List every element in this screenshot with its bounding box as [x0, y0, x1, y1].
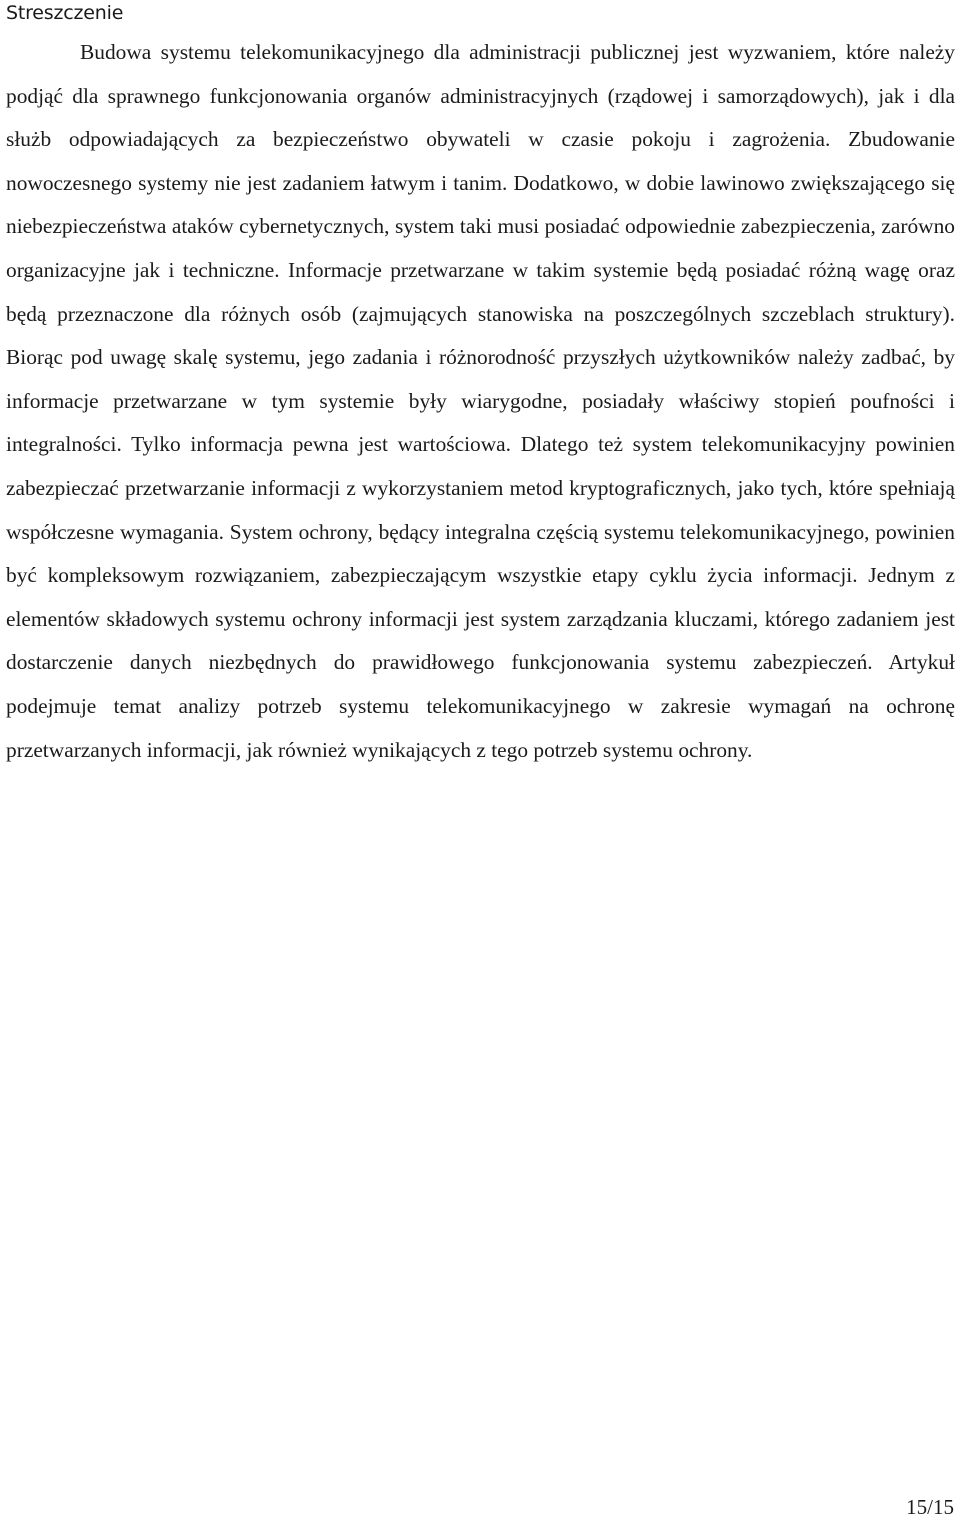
- page-number: 15/15: [906, 1495, 954, 1519]
- abstract-paragraph: Budowa systemu telekomunikacyjnego dla administracji publicznej jest wyzwaniem, które należy podjąć dla sprawnego funkcjonowania organów administracyjnych (rządowej i samorządowych), jak i dla służb odpowiadających za bezpieczeństwo obywateli w czasie pokoju i zagrożenia. Zbudowanie nowoczesnego systemy nie jest zadaniem łatwym i tanim. Dodatkowo, w dobie lawinowo zwiększającego się niebezpieczeństwa ataków cybernetycznych, system taki musi posiadać odpowiednie zabezpieczenia, zarówno organizacyjne jak i techniczne. Informacje przetwarzane w takim systemie będą posiadać różną wagę oraz będą przeznaczone dla różnych osób (zajmujących stanowiska na poszczególnych szczeblach struktury). Biorąc pod uwagę skalę systemu, jego zadania i różnorodność przyszłych użytkowników należy zadbać, by informacje przetwarzane w tym systemie były wiarygodne, posiadały właściwy stopień poufności i integralności. Tylko informacja pewna jest wartościowa. Dlatego też system telekomunikacyjny powinien zabezpieczać przetwarzanie informacji z wykorzystaniem metod kryptograficznych, jako tych, które spełniają współczesne wymagania. System ochrony, będący integralna częścią systemu telekomunikacyjnego, powinien być kompleksowym rozwiązaniem, zabezpieczającym wszystkie etapy cyklu życia informacji. Jednym z elementów składowych systemu ochrony informacji jest system zarządzania kluczami, którego zadaniem jest dostarczenie danych niezbędnych do prawidłowego funkcjonowania systemu zabezpieczeń. Artykuł podejmuje temat analizy potrzeb systemu telekomunikacyjnego w zakresie wymagań na ochronę przetwarzanych informacji, jak również wynikających z tego potrzeb systemu ochrony.: [6, 40, 955, 762]
- section-heading: Streszczenie: [6, 2, 124, 24]
